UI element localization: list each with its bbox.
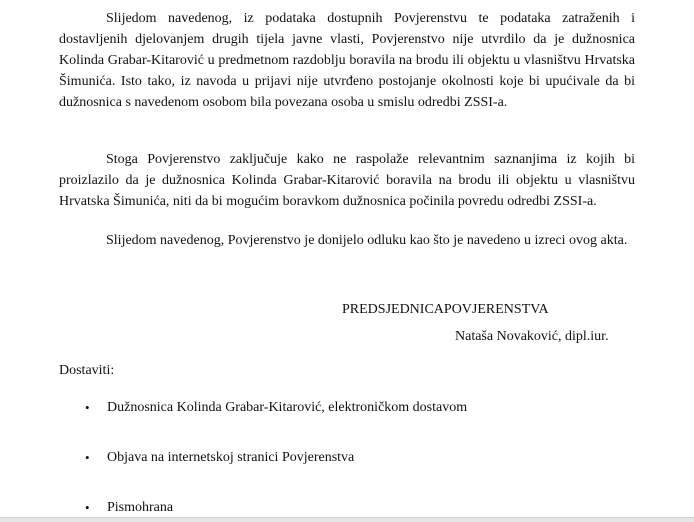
body-paragraph-1: Slijedom navedenog, iz podataka dostupnih Povjerenstvu te podataka zatraženih i dostavljenih djelovanjem drugih tijela javne vlasti, Povjerenstvo nije utvrdilo da je dužnosnica Kolinda Grabar-Kitarović u predmetnom razdoblju boravila na brodu ili objektu u vlasništvu Hrvatska Šimunića. Isto tako, iz navoda u prijavi nije utvrđeno postojanje okolnosti koje bi upućivale da bi dužnosnica s navedenom osobom bila povezana osoba u smislu odredbi ZSSI-a. (59, 11, 635, 110)
list-item-text: Dužnosnica Kolinda Grabar-Kitarović, elektroničkom dostavom (107, 400, 468, 415)
list-item-text: Objava na internetskoj stranici Povjerenstva (107, 450, 355, 465)
bullet-icon: • (85, 500, 90, 515)
deliver-heading: Dostaviti: (59, 363, 115, 378)
body-paragraph-3: Slijedom navedenog, Povjerenstvo je donijelo odluku kao što je navedeno u izreci ovog akta. (106, 233, 628, 248)
signature-title: PREDSJEDNICAPOVJERENSTVA (342, 302, 549, 317)
body-paragraph-2: Stoga Povjerenstvo zaključuje kako ne raspolaže relevantnim saznanjima iz kojih bi proizlazilo da je dužnosnica Kolinda Grabar-Kitarović boravila na brodu ili objektu u vlasništvu Hrvatska Šimunića, niti da bi mogućim boravkom dužnosnica počinila povredu odredbi ZSSI-a. (59, 152, 635, 209)
list-item-text: Pismohrana (107, 500, 174, 515)
bullet-icon: • (85, 450, 90, 465)
signature-name: Nataša Novaković, dipl.iur. (455, 329, 609, 344)
bullet-icon: • (85, 400, 90, 415)
page-bottom-edge (0, 517, 694, 522)
